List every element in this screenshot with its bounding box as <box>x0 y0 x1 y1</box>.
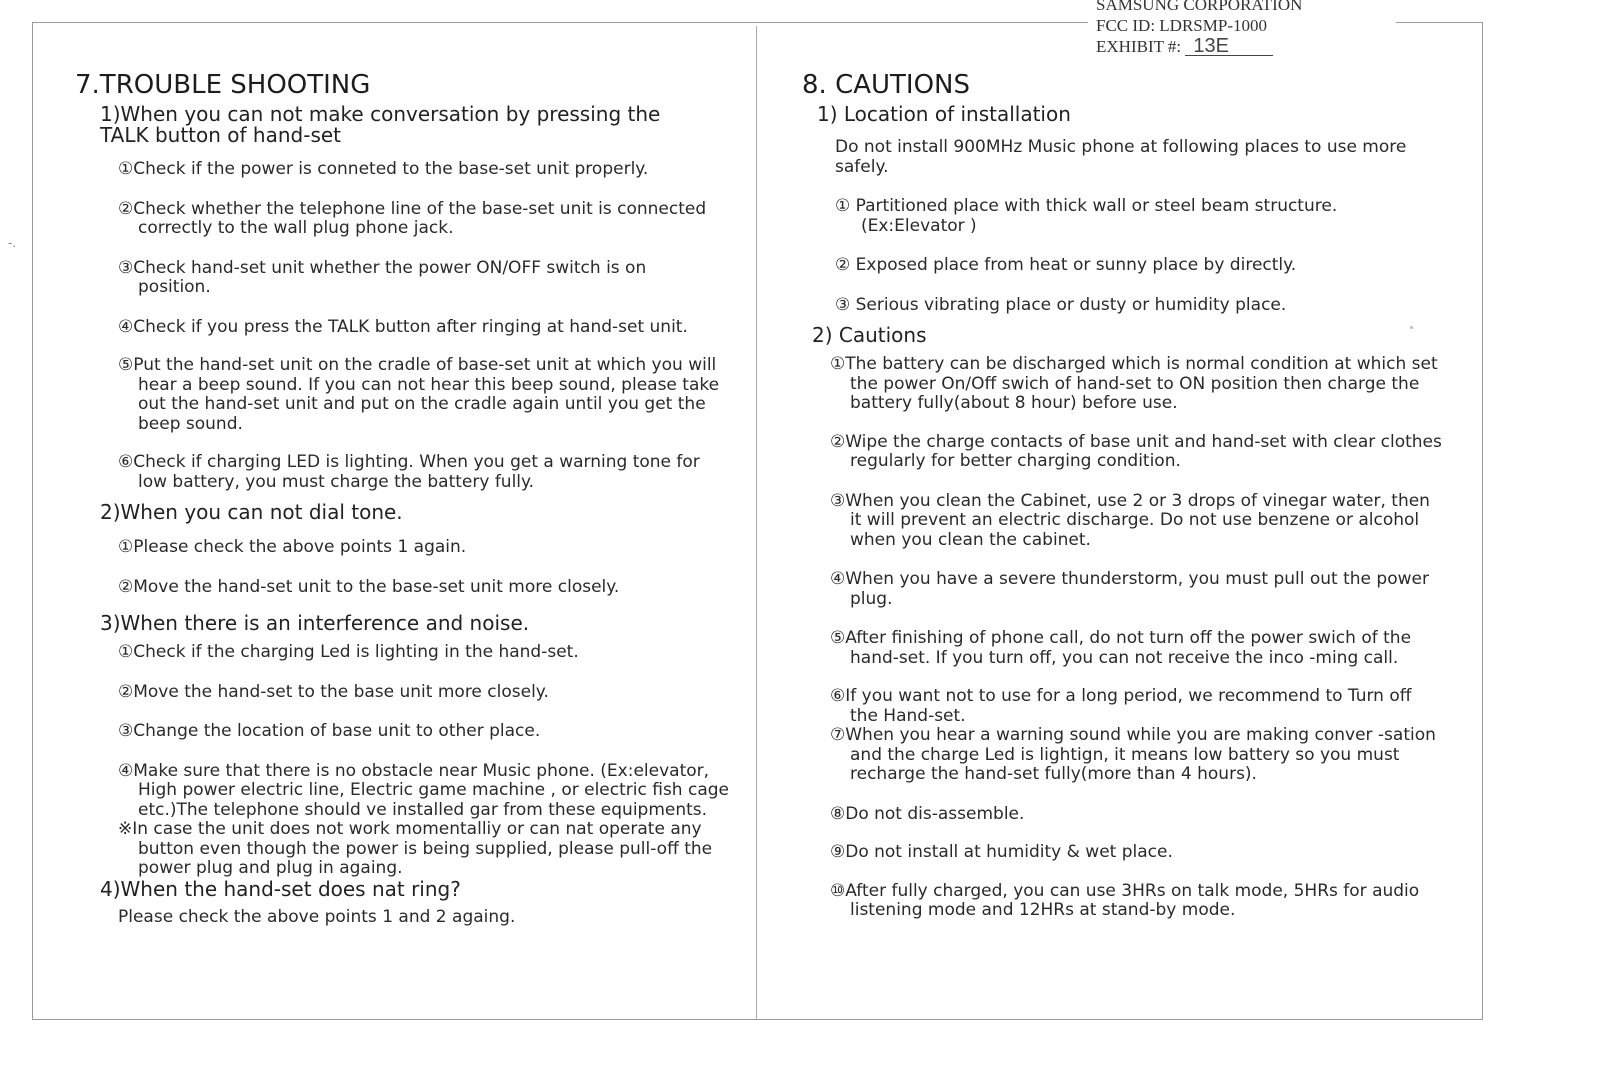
list-item: ④Check if you press the TALK button after ringing at hand-set unit. <box>118 316 688 337</box>
list-item: ⑤After finishing of phone call, do not turn off the power swich of the hand-set. If you turn off, you can not receive the inco -ming call. <box>830 628 1412 668</box>
fcc-stamp <box>1088 0 1396 66</box>
stamp-exhibit <box>1096 36 1396 57</box>
list-item: ②Wipe the charge contacts of base unit and hand-set with clear clothes regularly for better charging condition. <box>830 431 1442 471</box>
exhibit-number: 13E <box>1185 37 1273 56</box>
section-title: 8. CAUTIONS <box>802 70 971 100</box>
list-item: ③ Serious vibrating place or dusty or humidity place. <box>835 294 1287 315</box>
list-item: ② Exposed place from heat or sunny place by directly. <box>835 255 1297 275</box>
list-item: ②Move the hand-set unit to the base-set unit more closely. <box>118 576 620 597</box>
subsection-heading: 2)When you can not dial tone. <box>100 500 403 524</box>
body-text: Please check the above points 1 and 2 againg. <box>118 906 516 927</box>
subsection-heading: 3)When there is an interference and noise. <box>100 611 530 635</box>
list-item: ③When you clean the Cabinet, use 2 or 3 drops of vinegar water, then it will prevent an electric discharge. Do not use benzene or alcohol when you clean the cabinet. <box>830 490 1430 550</box>
list-item: ①The battery can be discharged which is normal condition at which set the power On/Off swich of hand-set to ON position then charge the battery fully(about 8 hour) before use. <box>830 354 1438 413</box>
list-item: ① Partitioned place with thick wall or steel beam structure. (Ex:Elevator ) <box>835 196 1338 236</box>
list-item: ⑨Do not install at humidity & wet place. <box>830 842 1173 862</box>
list-item: ⑦When you hear a warning sound while you are making conver -sation and the charge Led is lightign, it means low battery so you must recharge the hand-set fully(more than 4 hours). <box>830 725 1436 784</box>
list-item: ⑧Do not dis-assemble. <box>830 803 1025 824</box>
section-title: 7.TROUBLE SHOOTING <box>75 70 371 100</box>
column-divider <box>756 26 757 1020</box>
trouble-shooting-column <box>75 68 735 927</box>
list-item: ④Make sure that there is no obstacle near Music phone. (Ex:elevator, High power electric line, Electric game machine , or electric fish cage etc.)The telephone should ve installed gar from these equipments. <box>118 760 729 820</box>
subsection-heading: 4)When the hand-set does nat ring? <box>100 876 461 901</box>
exhibit-label: EXHIBIT #: <box>1096 37 1182 56</box>
list-item: ④When you have a severe thunderstorm, you must pull out the power plug. <box>830 569 1429 609</box>
list-item: ①Please check the above points 1 again. <box>118 537 467 557</box>
list-item: ③Change the location of base unit to other place. <box>118 721 541 741</box>
list-item: ①Check if the power is conneted to the base-set unit properly. <box>118 159 649 179</box>
list-item: ⑥If you want not to use for a long period, we recommend to Turn off the Hand-set. <box>830 686 1412 726</box>
scan-speck: -. <box>8 236 17 250</box>
list-item: ①Check if the charging Led is lighting in the hand-set. <box>118 642 579 662</box>
subsection-heading: 1)When you can not make conversation by pressing the TALK button of hand-set <box>100 102 661 147</box>
cautions-column <box>802 68 1452 921</box>
list-item: ②Move the hand-set to the base unit more closely. <box>118 681 549 702</box>
subsection-heading: 1) Location of installation <box>817 102 1071 126</box>
list-item: ⑥Check if charging LED is lighting. When you get a warning tone for low battery, you must charge the battery fully. <box>118 452 700 492</box>
list-item: ⑩After fully charged, you can use 3HRs on talk mode, 5HRs for audio listening mode and 12HRs at stand-by mode. <box>830 880 1420 920</box>
stamp-company: SAMSUNG CORPORATION <box>1096 0 1303 14</box>
note-text: ※In case the unit does not work momentalliy or can nat operate any button even though the power is being supplied, please pull-off the power plug and plug in againg. <box>118 819 713 878</box>
list-item: ③Check hand-set unit whether the power ON/OFF switch is on position. <box>118 257 647 297</box>
list-item: ⑤Put the hand-set unit on the cradle of base-set unit at which you will hear a beep sound. If you can not hear this beep sound, please take out the hand-set unit and put on the cradle again until you get the beep sound. <box>118 355 720 434</box>
stamp-fcc-id: FCC ID: LDRSMP-1000 <box>1096 16 1267 35</box>
subsection-heading: 2) Cautions <box>812 323 927 347</box>
list-item: ②Check whether the telephone line of the base-set unit is connected correctly to the wall plug phone jack. <box>118 198 707 238</box>
body-text: Do not install 900MHz Music phone at following places to use more safely. <box>835 137 1407 177</box>
